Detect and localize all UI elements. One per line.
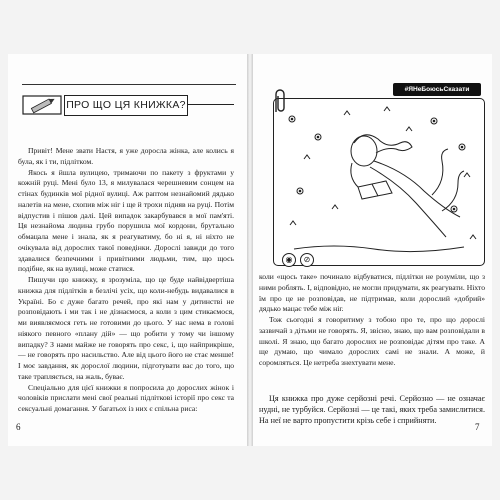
page-number: 7 (475, 422, 480, 432)
flower-icon (315, 134, 321, 140)
illustration-frame (273, 98, 485, 266)
paragraph: Пишучи цю книжку, я зрозуміла, що це буде найвідвертіша книжка для підлітків в безлічі усіх, що коли-небудь видавалися в Україні. Бо є дуже багато речей, про які нам у дитинстві не розповідають і ми так і не дізнаємося, а коли з цим стикаємося, ми виявляємося геть не готовими до цього. У нас нема в голові ніякого певного «плану дій» — що робити у тому чи іншому випадку? З нами майже не говорять про секс, і, що найприкріше, — не говорять про насильство. Але від цього його не стає менше! І моє завдання, як дорослої людини, підготувати вас до того, що таке трапляється, на жаль, буває. (18, 275, 234, 381)
flower-icon (451, 206, 457, 212)
paragraph: Тож сьогодні я говоритиму з тобою про те, про що дорослі зазвичай з дітьми не говорять. Я, звісно, знаю, що вам розповідали в школі. Я знаю, що багато дорослих не розповідає дітям про таке. А ще думаю, що чимало дорослих самі не знали. А може, й соромляться. Це нетреба знехтувати мене. (259, 315, 485, 367)
right-body-text (259, 272, 485, 369)
paragraph: Привіт! Мене звати Настя, я уже доросла жінка, але колись я була, як і ти, підлітком. (18, 146, 234, 166)
flower-icon (459, 144, 465, 150)
page-number: 6 (16, 422, 21, 432)
flower-icon (289, 116, 295, 122)
camera-icon: ◉ (282, 253, 296, 267)
paragraph: Спеціально для цієї книжки я попросила до дорослих жінок і чоловіків прислати мені свої реальні підліткові історії про секс та сексуальні домагання. У багатьох із них є спільна риса: (18, 382, 234, 413)
left-page (8, 54, 247, 446)
paperclip-icon (270, 88, 288, 116)
right-body-text-2 (259, 393, 485, 426)
left-body-text (18, 146, 234, 415)
girl-reading-illustration (274, 99, 484, 265)
paragraph: Ця книжка про дуже серйозні речі. Серйозно — не означає нудні, не турбуйся. Серйозні — це такі, яких треба замислитися. На неї не варто пропустити крізь себе і сприйняти. (259, 394, 485, 425)
paragraph: коли «щось таке» починало відбуватися, підлітки не розуміли, що з ними роблять. І, відповідно, не могли придумати, як реагувати. Ніхто їм про це не розповідав, не підтримав, коли дорослий «добрий» дядько мацає тебе між ніг. (259, 272, 485, 314)
right-page (253, 54, 492, 446)
hashtag-badge: #ЯНеБоюсьСказати (393, 83, 481, 96)
flower-icon (297, 188, 303, 194)
pencil-icon (22, 93, 62, 117)
paragraph: Якось я йшла вулицею, тримаючи по пакету з фруктами у кожній руці. Мені було 13, я милувалася черешневим сонцем на стінах будинків мої рідної вулиці. Аж раптом незнайомий дядько налетів на мене, схопив між ніг і ще й трохи підняв на руці. Потім відпустив і пішов далі. Цей випадок закарбувався в мої пам'яті. Ця незнайома людина грубо порушила мої кордони, брутально обмацала мене і знала, як я реагуватиму, бо ні я, ні ніхто не очікувала від дорослих такої поведінки. Дорослі завжди до того здавалися безпечними і привітними людьми, тим, що щось подібне, як на вулиці, може статися. (18, 167, 234, 274)
no-sign-icon: ⊘ (300, 253, 314, 267)
title-rule (187, 104, 234, 105)
header-rule (22, 84, 236, 85)
flower-icon (431, 118, 437, 124)
page-title: ПРО ЩО ЦЯ КНИЖКА? (64, 95, 188, 116)
